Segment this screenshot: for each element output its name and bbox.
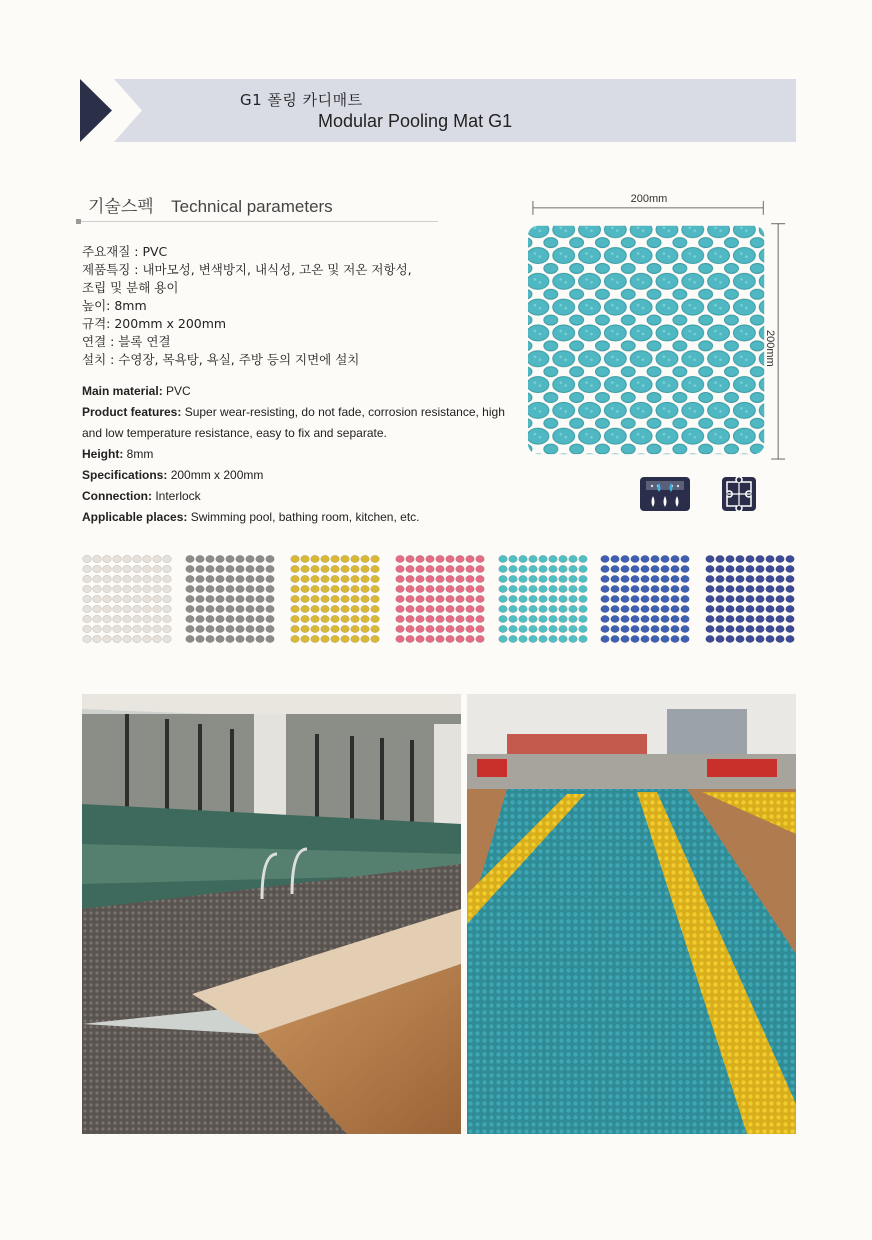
spec-value: Super wear-resisting, do not fade, corrosion resistance, high and low temperature resistance, easy to fix and separate. [82,405,505,440]
section-divider-dot [76,219,81,224]
spec-ko-line: 높이: 8mm [82,298,147,313]
korean-specs [82,243,502,369]
title-korean: G1 폴링 카디매트 [240,91,363,109]
product-tile-image [525,190,795,465]
puzzle-interlock-icon [722,477,756,511]
section-divider [80,221,438,222]
color-swatch [705,554,795,644]
title-english: Modular Pooling Mat G1 [318,111,513,131]
spec-ko-line: 규격: 200mm x 200mm [82,316,227,331]
color-swatch [498,554,588,644]
corridor-photo [467,694,796,1134]
spec-ko-line: 연결 : 블록 연결 [82,334,171,349]
spec-label: Applicable places: [82,510,188,524]
color-swatch [290,554,380,644]
spec-value: PVC [162,384,191,398]
header-banner [80,79,796,142]
english-specs [82,381,507,528]
spec-label: Height: [82,447,124,461]
section-title-korean: 기술스펙 [88,197,154,217]
spec-ko-line: 제품특징 : 내마모성, 변색방지, 내식성, 고온 및 저온 저항성, [82,262,412,277]
spec-ko-line: 설치 : 수영장, 목욕탕, 욕실, 주방 등의 지면에 설치 [82,352,360,367]
pool-photo [82,694,461,1134]
spec-specifications [82,465,507,486]
color-swatch [185,554,275,644]
water-drain-icon [640,477,690,511]
color-swatch [395,554,485,644]
spec-material [82,381,507,402]
spec-value: 8mm [123,447,154,461]
spec-value: Swimming pool, bathing room, kitchen, etc. [187,510,420,524]
spec-value: 200mm x 200mm [167,468,264,482]
spec-label: Connection: [82,489,152,503]
spec-label: Main material: [82,384,163,398]
spec-height [82,444,507,465]
spec-places [82,507,507,528]
spec-label: Product features: [82,405,182,419]
color-swatch [82,554,172,644]
section-title-english: Technical parameters [171,197,333,216]
spec-features [82,402,507,444]
height-dimension-label: 200mm [764,330,776,367]
spec-value: Interlock [152,489,201,503]
section-title [88,192,333,217]
spec-ko-line: 조립 및 분해 용이 [82,280,179,295]
spec-connection [82,486,507,507]
color-swatch [600,554,690,644]
spec-label: Specifications: [82,468,168,482]
width-dimension-label: 200mm [630,193,668,205]
spec-ko-line: 주요재질 : PVC [82,244,168,259]
